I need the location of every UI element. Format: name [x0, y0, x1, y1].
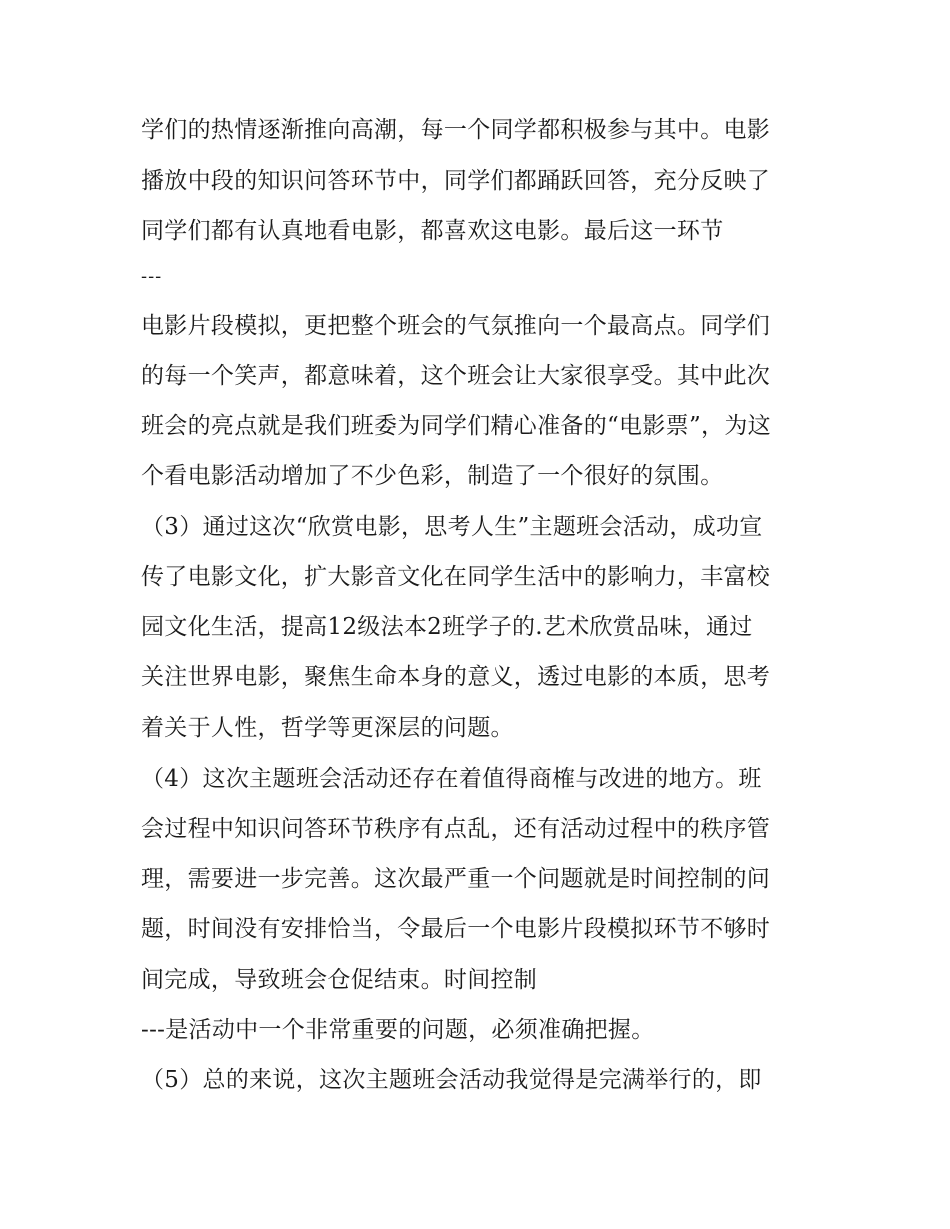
text-line: 理，需要进一步完善。这次最严重一个问题就是时间控制的问 [141, 866, 771, 892]
text-line: （3）通过这次“欣赏电影，思考人生”主题班会活动，成功宣 [141, 514, 763, 540]
text-line: 播放中段的知识问答环节中，同学们都踊跃回答，充分反映了 [141, 168, 771, 194]
text-line: 的每一个笑声，都意味着，这个班会让大家很享受。其中此次 [141, 363, 771, 389]
text-line: 会过程中知识问答环节秩序有点乱，还有活动过程中的秩序管 [141, 816, 771, 842]
text-line: 班会的亮点就是我们班委为同学们精心准备的“电影票”，为这 [141, 413, 771, 439]
text-line: 着关于人性，哲学等更深层的问题。 [141, 715, 514, 741]
text-line: 个看电影活动增加了不少色彩，制造了一个很好的氛围。 [141, 463, 724, 489]
text-line: 园文化生活，提高12级法本2班学子的.艺术欣赏品味，通过 [141, 614, 753, 640]
text-line: ---是活动中一个非常重要的问题，必须准确把握。 [141, 1017, 655, 1043]
text-line: 传了电影文化，扩大影音文化在同学生活中的影响力，丰富校 [141, 564, 771, 590]
section-separator: --- [141, 266, 163, 287]
text-line: （5）总的来说，这次主题班会活动我觉得是完满举行的，即 [141, 1067, 762, 1093]
text-line: 题，时间没有安排恰当，令最后一个电影片段模拟环节不够时 [141, 916, 771, 942]
text-line: （4）这次主题班会活动还存在着值得商榷与改进的地方。班 [141, 766, 762, 792]
text-line: 关注世界电影，聚焦生命本身的意义，透过电影的本质，思考 [141, 664, 771, 690]
text-line: 电影片段模拟，更把整个班会的气氛推向一个最高点。同学们 [141, 313, 771, 339]
text-line: 间完成，导致班会仓促结束。时间控制 [141, 967, 538, 993]
text-line: 同学们都有认真地看电影，都喜欢这电影。最后这一环节 [141, 218, 724, 244]
text-line: 学们的热情逐渐推向高潮，每一个同学都积极参与其中。电影 [141, 117, 771, 143]
